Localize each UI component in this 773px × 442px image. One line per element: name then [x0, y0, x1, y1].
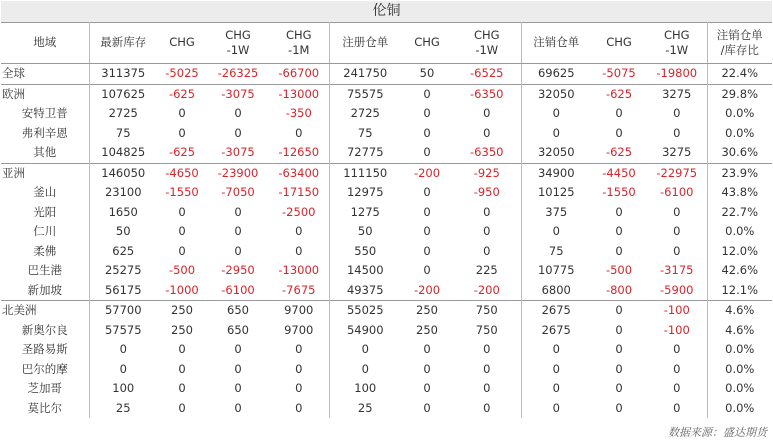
data-cell: 0 — [178, 204, 186, 219]
data-cell: -7050 — [221, 185, 255, 200]
data-cell: 12.1% — [707, 281, 772, 301]
region-cell: 巴尔的摩 — [21, 361, 68, 376]
data-cell: 10125 — [521, 183, 591, 203]
data-cell: 0 — [234, 342, 242, 357]
column-header-line: CHG — [225, 27, 251, 42]
table-row — [1, 183, 772, 203]
data-cell: 0 — [89, 360, 157, 380]
data-cell: 3275 — [647, 84, 707, 104]
table-row — [1, 163, 772, 183]
column-header-line: -1W — [226, 42, 250, 57]
data-cell: 225 — [475, 263, 498, 278]
data-cell: 0 — [295, 381, 303, 396]
data-cell: -200 — [413, 282, 441, 297]
data-cell: 29.8% — [707, 84, 772, 104]
data-cell: 25 — [89, 399, 157, 419]
data-cell: -23900 — [207, 163, 269, 183]
data-cell: 50 — [401, 64, 453, 85]
data-cell: 0 — [673, 361, 681, 376]
data-cell: 34900 — [521, 163, 591, 183]
data-cell: 0 — [483, 125, 491, 140]
data-cell: 42.6% — [707, 261, 772, 281]
region-cell: 釜山 — [33, 185, 57, 200]
data-cell: -625 — [591, 84, 647, 104]
data-cell: 2675 — [521, 301, 591, 321]
data-cell: 0 — [295, 342, 303, 357]
data-cell: 0 — [521, 399, 591, 419]
data-cell: 4.6% — [707, 321, 772, 341]
column-header — [1, 22, 89, 64]
data-cell: 54900 — [329, 321, 401, 341]
data-cell: 0 — [178, 243, 186, 258]
data-cell: 0.0% — [707, 222, 772, 242]
table-body — [1, 64, 772, 419]
data-cell: 9700 — [284, 322, 314, 337]
data-cell: 0 — [329, 360, 401, 380]
data-cell: 650 — [227, 322, 249, 337]
table-row — [1, 64, 772, 85]
table-title: 伦铜 — [1, 1, 772, 23]
column-header-line: CHG — [414, 35, 440, 49]
data-cell: -1550 — [602, 185, 636, 200]
data-cell: -63400 — [269, 163, 329, 183]
data-cell: 57575 — [89, 321, 157, 341]
data-cell: 0 — [483, 204, 491, 219]
data-cell: 0 — [483, 106, 491, 121]
data-cell: 75575 — [329, 84, 401, 104]
data-cell: 50 — [329, 222, 401, 242]
column-header — [329, 22, 401, 64]
data-cell: 0 — [295, 361, 303, 376]
table-header-row — [1, 22, 772, 64]
data-cell: -625 — [157, 84, 207, 104]
data-cell: 0 — [178, 361, 186, 376]
data-cell: 0 — [615, 342, 623, 357]
data-cell: -6525 — [453, 64, 521, 85]
data-cell: 50 — [89, 222, 157, 242]
data-cell: 10775 — [521, 261, 591, 281]
table-row — [1, 203, 772, 223]
data-cell: 0 — [673, 106, 681, 121]
region-cell: 芝加哥 — [27, 381, 62, 396]
table-row — [1, 379, 772, 399]
data-cell: -4450 — [591, 163, 647, 183]
copper-inventory-table — [1, 22, 772, 418]
region-cell: 巴生港 — [27, 263, 62, 278]
data-cell: 0 — [483, 400, 491, 415]
data-cell: 0 — [615, 204, 623, 219]
data-cell: 0 — [615, 224, 623, 239]
data-cell: -100 — [647, 301, 707, 321]
data-cell: 14500 — [329, 261, 401, 281]
data-cell: -2950 — [221, 263, 255, 278]
region-cell: 圣路易斯 — [21, 342, 68, 357]
table-row — [1, 340, 772, 360]
data-cell: 0 — [615, 381, 623, 396]
column-header — [521, 22, 591, 64]
data-cell: 750 — [475, 322, 498, 337]
data-cell: -3175 — [660, 263, 694, 278]
data-cell: 146050 — [89, 163, 157, 183]
column-header-line: 地域 — [33, 35, 57, 49]
data-cell: 0 — [234, 400, 242, 415]
column-header — [89, 22, 157, 64]
data-cell: 1650 — [89, 203, 157, 223]
data-cell: 0.0% — [707, 360, 772, 380]
region-cell: 光阳 — [33, 204, 57, 219]
column-header-line: 注销仓单 — [533, 35, 580, 49]
data-cell: 550 — [329, 242, 401, 262]
data-cell: 32050 — [521, 84, 591, 104]
region-cell: 莫比尔 — [27, 400, 62, 415]
column-header-line: -1W — [475, 42, 499, 57]
data-cell: 0 — [295, 243, 303, 258]
column-header-line: 最新库存 — [100, 35, 147, 49]
data-cell: 0 — [178, 106, 186, 121]
data-cell: 43.8% — [707, 183, 772, 203]
data-cell: -100 — [663, 322, 690, 337]
data-cell: -5025 — [157, 64, 207, 85]
data-cell: 0.0% — [707, 379, 772, 399]
data-cell: 1275 — [329, 203, 401, 223]
data-cell: 0 — [423, 381, 431, 396]
table-row — [1, 242, 772, 262]
table-row — [1, 321, 772, 341]
data-cell: 0 — [295, 400, 303, 415]
data-cell: -1000 — [165, 282, 199, 297]
region-cell: 新加坡 — [27, 282, 62, 297]
data-cell: -6100 — [221, 282, 255, 297]
data-cell: 9700 — [269, 301, 329, 321]
data-cell: 0 — [483, 342, 491, 357]
column-header — [157, 22, 207, 64]
data-cell: 0 — [89, 340, 157, 360]
data-cell: 57700 — [89, 301, 157, 321]
data-cell: 0 — [234, 361, 242, 376]
data-cell: 0 — [521, 340, 591, 360]
data-cell: 0 — [423, 243, 431, 258]
data-cell: 75 — [89, 124, 157, 144]
data-cell: 0 — [423, 263, 431, 278]
data-cell: 0 — [615, 125, 623, 140]
data-cell: 0 — [615, 243, 623, 258]
data-cell: 0 — [178, 342, 186, 357]
table-row — [1, 281, 772, 301]
data-cell: 0.0% — [707, 399, 772, 419]
table-row — [1, 360, 772, 380]
data-cell: -6350 — [470, 145, 504, 160]
data-cell: 0 — [521, 124, 591, 144]
region-cell: 仁川 — [33, 224, 57, 239]
column-header — [591, 22, 647, 64]
data-cell: 6800 — [521, 281, 591, 301]
data-cell: -19800 — [647, 64, 707, 85]
data-cell: 0 — [423, 400, 431, 415]
data-cell: -22975 — [647, 163, 707, 183]
data-cell: 30.6% — [707, 143, 772, 163]
data-cell: 0 — [591, 301, 647, 321]
data-cell: -350 — [285, 106, 312, 121]
data-cell: -500 — [605, 263, 633, 278]
data-cell: 0 — [615, 400, 623, 415]
data-cell: 0 — [178, 381, 186, 396]
data-cell: 75 — [521, 242, 591, 262]
data-cell: 0 — [423, 204, 431, 219]
table-row — [1, 222, 772, 242]
data-cell: -3075 — [221, 145, 255, 160]
data-cell: 0 — [673, 400, 681, 415]
region-cell: 其他 — [33, 145, 57, 160]
data-cell: 311375 — [89, 64, 157, 85]
data-cell: 32050 — [521, 143, 591, 163]
data-cell: 3275 — [662, 145, 692, 160]
data-cell: 0 — [673, 125, 681, 140]
data-cell: 0 — [483, 361, 491, 376]
data-cell: 0 — [423, 342, 431, 357]
column-header — [401, 22, 453, 64]
column-header — [647, 22, 707, 64]
column-header — [453, 22, 521, 64]
region-cell: 柔佛 — [33, 243, 57, 258]
column-header-line: -1W — [665, 42, 689, 57]
data-cell: 750 — [453, 301, 521, 321]
column-header-line: CHG — [169, 35, 195, 49]
table-row — [1, 399, 772, 419]
data-cell: -1550 — [165, 185, 199, 200]
table-row — [1, 104, 772, 124]
data-cell: 0 — [521, 379, 591, 399]
data-cell: 22.4% — [707, 64, 772, 85]
data-cell: 0 — [295, 224, 303, 239]
table-row — [1, 143, 772, 163]
data-cell: 72775 — [329, 143, 401, 163]
data-cell: -2500 — [282, 204, 316, 219]
data-cell: 375 — [521, 203, 591, 223]
data-cell: 0 — [234, 106, 242, 121]
column-header — [269, 22, 329, 64]
data-cell: 23100 — [89, 183, 157, 203]
data-cell: 111150 — [329, 163, 401, 183]
data-cell: 0 — [234, 125, 242, 140]
data-cell: 0 — [521, 104, 591, 124]
data-cell: 0 — [401, 84, 453, 104]
region-cell: 弗利辛恩 — [21, 125, 68, 140]
data-cell: 250 — [416, 322, 438, 337]
data-cell: 625 — [89, 242, 157, 262]
data-cell: 0 — [615, 106, 623, 121]
data-cell: -12650 — [278, 145, 320, 160]
data-cell: 2725 — [329, 104, 401, 124]
data-cell: -500 — [168, 263, 196, 278]
data-cell: 0.0% — [707, 340, 772, 360]
data-cell: 12975 — [329, 183, 401, 203]
data-cell: 0 — [234, 243, 242, 258]
data-cell: 75 — [329, 124, 401, 144]
data-cell: 0 — [178, 400, 186, 415]
data-cell: 0 — [615, 322, 623, 337]
data-cell: 25275 — [89, 261, 157, 281]
data-cell: -13000 — [269, 84, 329, 104]
data-cell: 0 — [234, 204, 242, 219]
data-cell: 0 — [673, 224, 681, 239]
data-cell: 0 — [295, 125, 303, 140]
data-cell: 49375 — [329, 281, 401, 301]
column-header-line: -1M — [288, 42, 310, 57]
data-cell: -950 — [473, 185, 500, 200]
column-header-line: CHG — [606, 35, 632, 49]
data-cell: 0.0% — [707, 124, 772, 144]
data-cell: 2675 — [521, 321, 591, 341]
data-cell: -6350 — [453, 84, 521, 104]
column-header-line: CHG — [285, 27, 312, 42]
table-row — [1, 301, 772, 321]
table-row — [1, 261, 772, 281]
data-cell: 0 — [483, 243, 491, 258]
table-row — [1, 124, 772, 144]
data-cell: 23.9% — [707, 163, 772, 183]
data-cell: -4650 — [157, 163, 207, 183]
data-cell: 0 — [521, 222, 591, 242]
data-cell: -3075 — [207, 84, 269, 104]
data-cell: -625 — [168, 145, 196, 160]
data-cell: 55025 — [329, 301, 401, 321]
region-cell: 欧洲 — [1, 84, 89, 104]
data-cell: 56175 — [89, 281, 157, 301]
data-cell: -66700 — [269, 64, 329, 85]
column-header — [707, 22, 772, 64]
data-cell: 12.0% — [707, 242, 772, 262]
data-cell: 100 — [89, 379, 157, 399]
data-cell: 0 — [234, 381, 242, 396]
column-header-line: 注销仓单 — [716, 27, 763, 42]
data-cell: 0 — [178, 125, 186, 140]
region-cell: 亚洲 — [1, 163, 89, 183]
region-cell: 全球 — [1, 64, 89, 85]
data-cell: 0 — [673, 342, 681, 357]
data-cell: 0 — [423, 185, 431, 200]
data-cell: -6100 — [660, 185, 694, 200]
data-cell: -5900 — [660, 282, 694, 297]
data-cell: 0.0% — [707, 104, 772, 124]
data-cell: 0 — [423, 224, 431, 239]
data-cell: 0 — [423, 125, 431, 140]
column-header-line: /库存比 — [720, 42, 759, 57]
data-cell: 22.7% — [707, 203, 772, 223]
data-cell: 107625 — [89, 84, 157, 104]
column-header-line: 注册仓单 — [342, 35, 389, 49]
data-cell: 104825 — [89, 143, 157, 163]
data-cell: 0 — [483, 381, 491, 396]
data-cell: -17150 — [278, 185, 320, 200]
region-cell: 安特卫普 — [21, 106, 68, 121]
table-row — [1, 84, 772, 104]
data-cell: 0 — [673, 381, 681, 396]
data-cell: 0 — [423, 106, 431, 121]
data-cell: 2725 — [89, 104, 157, 124]
data-cell: 0 — [329, 340, 401, 360]
data-cell: 0 — [673, 204, 681, 219]
data-cell: 25 — [329, 399, 401, 419]
data-cell: -625 — [605, 145, 633, 160]
data-cell: -200 — [473, 282, 500, 297]
data-cell: -925 — [453, 163, 521, 183]
data-cell: 0 — [234, 224, 242, 239]
data-cell: -13000 — [278, 263, 320, 278]
data-cell: 0 — [673, 243, 681, 258]
data-cell: 69625 — [521, 64, 591, 85]
data-cell: -800 — [605, 282, 633, 297]
data-cell: 0 — [178, 224, 186, 239]
data-cell: 0 — [615, 361, 623, 376]
data-cell: 0 — [423, 145, 431, 160]
data-source-note: 数据来源：盛达期货 — [668, 426, 767, 439]
data-cell: 0 — [423, 361, 431, 376]
region-cell: 新奥尔良 — [21, 322, 68, 337]
data-cell: -200 — [401, 163, 453, 183]
data-cell: -7675 — [282, 282, 316, 297]
data-cell: 0 — [483, 224, 491, 239]
data-cell: 0 — [521, 360, 591, 380]
region-cell: 北美洲 — [1, 301, 89, 321]
data-cell: 250 — [401, 301, 453, 321]
column-header-line: CHG — [663, 27, 690, 42]
data-cell: 250 — [157, 301, 207, 321]
data-cell: -26325 — [207, 64, 269, 85]
data-cell: 4.6% — [707, 301, 772, 321]
column-header-line: CHG — [473, 27, 500, 42]
data-cell: 241750 — [329, 64, 401, 85]
data-cell: -5075 — [591, 64, 647, 85]
data-cell: 250 — [171, 322, 193, 337]
data-cell: 650 — [207, 301, 269, 321]
column-header — [207, 22, 269, 64]
data-cell: 100 — [329, 379, 401, 399]
